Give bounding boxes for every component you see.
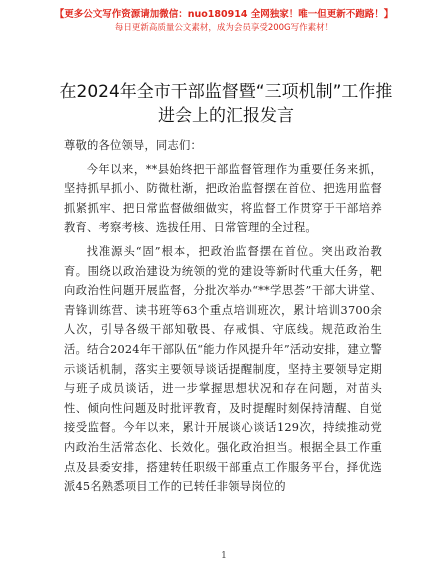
paragraph: 找准源头“固”根本，把政治监督摆在首位。突出政治教育。围绕以政治建设为统领的党的建设等新时代重大任务，靶向政治性问题开展监督，分批次举办“**学思荟”干部大讲堂、青锋训练营、读书班等63个重点培训班次，累计培训3700余人次，引导各级干部知敬畏、存戒惧、守底线。规范政治生活。结合2024年干部队伍“能力作风提升年”活动安排，建立警示谈话机制，落实主要领导谈话提醒制度，坚持主要领导定期与班子成员谈话，进一步掌握思想状况和存在问题，对苗头性、倾向性问题及时批评教育，及时提醒时刻保持清醒、自觉接受监督。今年以来，累计开展谈心谈话129次，持续推动党内政治生活常态化、长效化。强化政治担当。根据全县工作重点及县委安排，搭建转任职级干部重点工作服务平台，择优选派45名熟悉项目工作的已转任非领导岗位的 bbox=[64, 244, 382, 494]
page-number: 1 bbox=[221, 551, 227, 561]
paragraph: 今年以来，**县始终把干部监督管理作为重要任务来抓，坚持抓早抓小、防微杜渐，把政治监督摆在首位、把选用监督抓紧抓牢、把日常监督做细做实，将监督工作贯穿于干部培养教育、考察考核、选拔任用、日常管理的全过程。 bbox=[64, 162, 382, 235]
promo-banner-line1: 【更多公文写作资源请加微信：nuo180914 全网独家！唯一但更新不跑路！】 bbox=[54, 9, 394, 20]
document-title: 在2024年全市干部监督暨“三项机制”工作推进会上的汇报发言 bbox=[59, 82, 393, 126]
promo-banner bbox=[0, 8, 448, 35]
promo-banner-line2: 每日更新高质量公文素材，成为会员享受200G写作素材！ bbox=[114, 23, 334, 33]
document-body bbox=[64, 136, 382, 501]
greeting: 尊敬的各位领导，同志们： bbox=[64, 139, 202, 152]
